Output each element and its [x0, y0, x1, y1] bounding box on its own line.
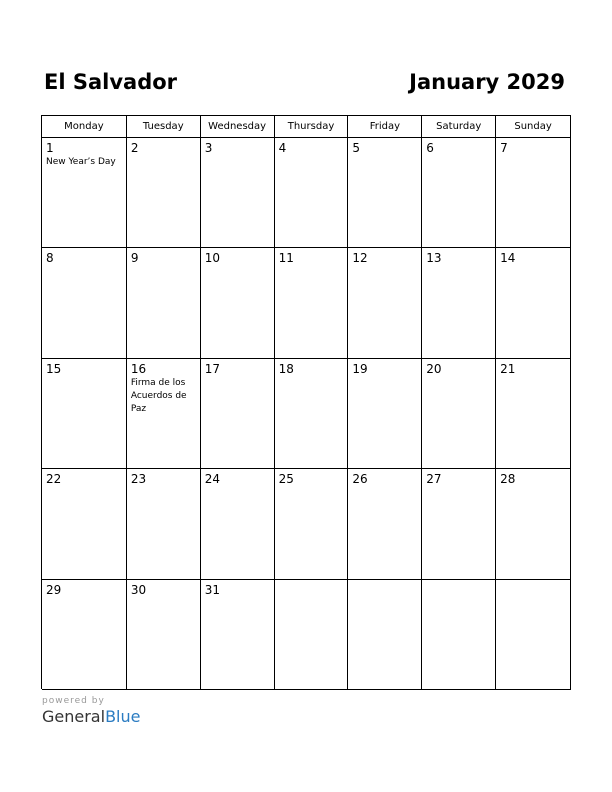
week-row [42, 359, 571, 469]
day-cell[interactable] [42, 580, 127, 690]
day-number: 8 [46, 251, 54, 266]
calendar-grid [41, 115, 571, 689]
day-number: 30 [130, 582, 147, 597]
day-cell[interactable] [275, 248, 349, 358]
day-cell[interactable] [422, 138, 496, 248]
day-number: 11 [278, 251, 294, 266]
week-row [42, 138, 571, 248]
day-cell[interactable] [348, 138, 422, 248]
day-number: 5 [352, 141, 361, 155]
week-row [42, 469, 571, 579]
day-cell[interactable] [422, 469, 496, 579]
country-title: El Salvador [44, 70, 178, 94]
day-cell[interactable] [348, 469, 422, 579]
day-cell[interactable] [201, 248, 275, 358]
weekday-header: Sunday [496, 116, 571, 138]
day-number: 2 [130, 141, 139, 155]
day-cell[interactable] [496, 359, 571, 469]
day-cell[interactable] [348, 359, 422, 469]
day-cell[interactable] [42, 248, 127, 358]
day-number: 26 [352, 472, 368, 487]
day-number: 6 [426, 141, 434, 155]
day-number: 29 [46, 582, 62, 597]
day-cell[interactable] [127, 248, 201, 358]
week-row [42, 248, 571, 358]
empty-day-cell [422, 580, 496, 690]
week-row [42, 580, 571, 690]
day-cell[interactable] [42, 469, 127, 579]
day-number: 19 [352, 361, 368, 376]
day-number: 3 [204, 141, 213, 155]
day-number: 24 [204, 472, 220, 487]
powered-by-text: powered by [42, 696, 105, 706]
day-number: 31 [204, 582, 220, 597]
weekday-header: Thursday [275, 116, 349, 138]
day-number: 16 [130, 361, 147, 376]
brand-blue: Blue [105, 707, 141, 726]
day-number: 23 [130, 472, 147, 487]
day-number: 20 [426, 361, 442, 376]
weekday-header: Monday [42, 116, 127, 138]
day-number: 25 [278, 472, 294, 487]
day-number: 13 [426, 251, 442, 266]
day-number: 1 [46, 141, 54, 155]
day-number: 21 [500, 361, 516, 376]
day-number: 22 [46, 472, 62, 487]
holiday-label: Firma de los Acuerdos de Paz [130, 377, 187, 414]
weekday-header: Tuesday [127, 116, 201, 138]
day-cell[interactable] [201, 359, 275, 469]
day-cell[interactable] [127, 359, 201, 469]
day-cell[interactable] [275, 469, 349, 579]
empty-day-cell [496, 580, 571, 690]
day-cell[interactable] [201, 469, 275, 579]
day-number: 12 [352, 251, 368, 266]
weekday-header: Saturday [422, 116, 496, 138]
day-number: 15 [46, 361, 62, 376]
day-cell[interactable] [42, 138, 127, 248]
day-number: 28 [500, 472, 516, 487]
day-cell[interactable] [275, 138, 349, 248]
day-number: 17 [204, 361, 220, 376]
empty-day-cell [348, 580, 422, 690]
holiday-label: New Year’s Day [46, 157, 116, 167]
day-number: 7 [500, 141, 508, 155]
day-cell[interactable] [496, 248, 571, 358]
day-cell[interactable] [201, 580, 275, 690]
weekday-header: Wednesday [201, 116, 275, 138]
day-number: 4 [278, 141, 287, 155]
day-cell[interactable] [496, 138, 571, 248]
generalblue-logo[interactable] [42, 707, 140, 726]
day-cell[interactable] [422, 359, 496, 469]
empty-day-cell [275, 580, 349, 690]
day-number: 14 [500, 251, 516, 266]
weekday-header-row [42, 116, 571, 138]
footer [42, 696, 140, 726]
day-cell[interactable] [42, 359, 127, 469]
day-cell[interactable] [127, 138, 201, 248]
day-cell[interactable] [275, 359, 349, 469]
day-number: 27 [426, 472, 442, 487]
day-cell[interactable] [496, 469, 571, 579]
day-cell[interactable] [127, 469, 201, 579]
weekday-header: Friday [348, 116, 422, 138]
day-number: 18 [278, 361, 294, 376]
day-cell[interactable] [201, 138, 275, 248]
day-cell[interactable] [127, 580, 201, 690]
day-number: 10 [204, 251, 220, 266]
day-number: 9 [130, 251, 139, 266]
day-cell[interactable] [348, 248, 422, 358]
brand-general: General [42, 707, 106, 726]
day-cell[interactable] [422, 248, 496, 358]
month-title: January 2029 [409, 70, 565, 94]
